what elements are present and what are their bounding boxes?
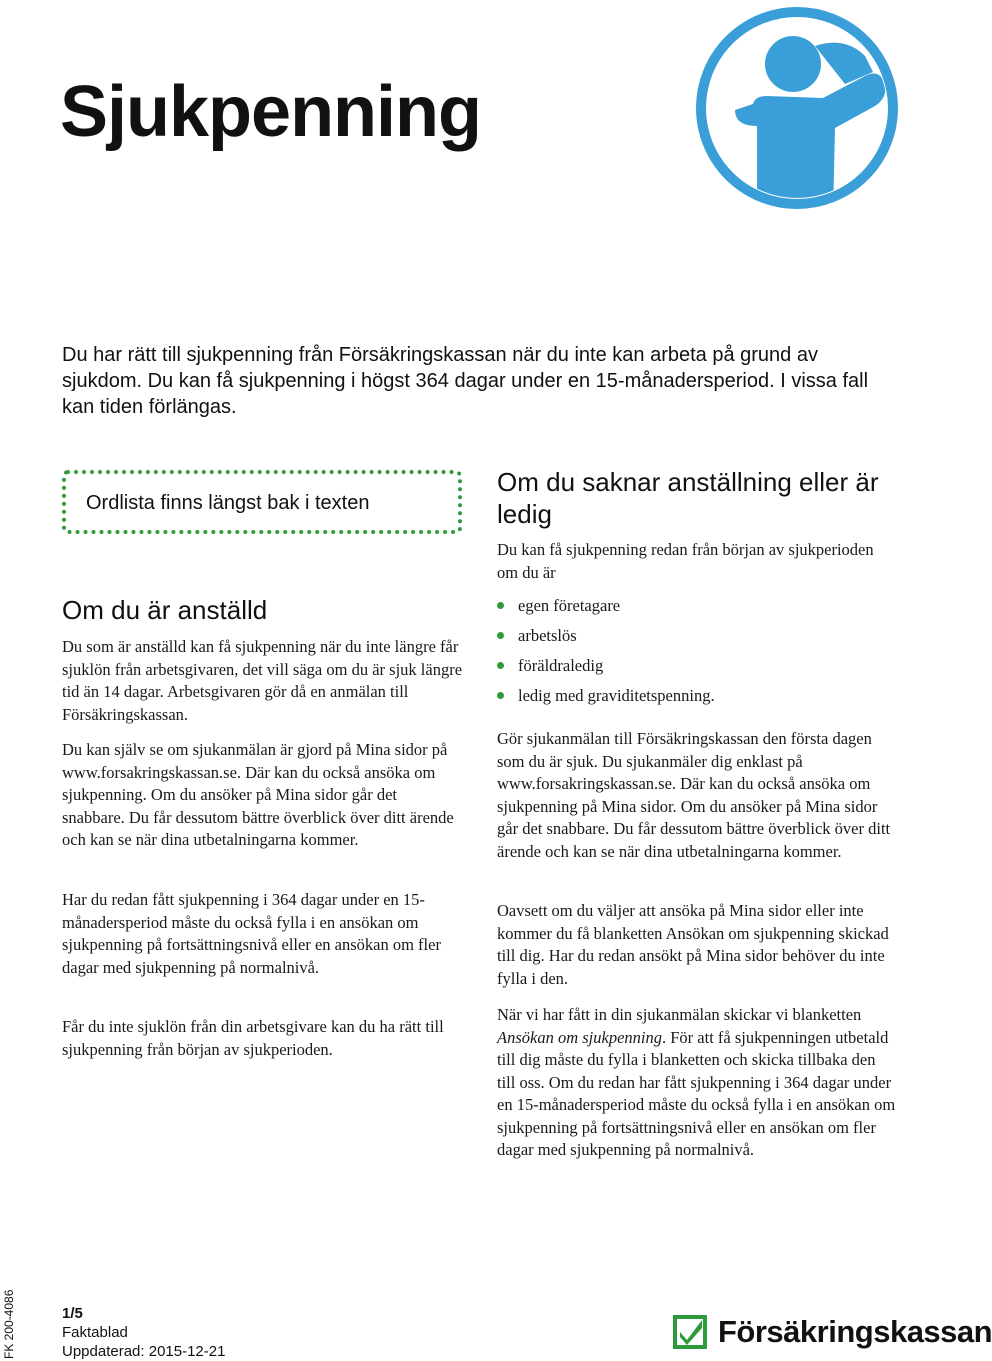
updated-date: Uppdaterad: 2015-12-21	[62, 1343, 226, 1360]
unemployed-paragraph-1: Du kan få sjukpenning redan från början av sjukperioden om du är	[497, 540, 874, 582]
list-item-text: arbetslös	[518, 626, 577, 645]
section-heading-unemployed: Om du saknar anställning eller är ledig	[497, 467, 879, 529]
employed-paragraph-2: Du kan själv se om sjukanmälan är gjord på Mina sidor på www.forsakringskassan.se. Där kan du också ansöka om sjukpenning. Om du ansöker på Mina sidor går det snabbare. Du får dessutom bättre överblick över ditt ärende och kan se när dina utbetalningarna kommer.	[62, 740, 454, 849]
bullet-dot-icon	[497, 692, 504, 699]
list-item-text: egen företagare	[518, 596, 621, 615]
employed-paragraph-4: Får du inte sjuklön från din arbetsgivare kan du ha rätt till sjukpenning från början av sjukperioden.	[62, 1017, 444, 1059]
unemployed-paragraph-4	[497, 1004, 897, 1162]
unemployed-paragraph-2: Gör sjukanmälan till Försäkringskassan den första dagen som du är sjuk. Du sjukanmäler dig enklast på www.forsakringskassan.se. Där kan du också ansöka om sjukpenning på Mina sidor. Om du ansöker på Mina sidor går det snabbare. Du får dessutom bättre överblick över ditt ärende och kan se när dina utbetalningarna kommer.	[497, 729, 891, 861]
list-item	[497, 621, 715, 651]
unemployed-paragraph-3: Oavsett om du väljer att ansöka på Mina sidor eller inte kommer du få blanketten Ansökan om sjukpenning skickad till dig. Har du redan ansökt på Mina sidor behöver du inte fylla i den.	[497, 901, 889, 988]
list-item	[497, 651, 715, 681]
sick-person-icon	[695, 6, 899, 210]
paragraph-text: . För att få sjukpenningen utbetald till dig måste du fylla i blanketten och skicka tillbaka den till oss. Om du redan har fått sjukpenning i 364 dagar under en 15-månadersperiod måste du också fylla i en ansökan om sjukpenning på fortsättningsnivå eller en ansökan om fler dagar med sjukpenning på normalnivå.	[497, 1027, 896, 1159]
form-code: FK 200-4086	[2, 1289, 16, 1359]
section-heading-employed: Om du är anställd	[62, 595, 268, 625]
forsakringskassan-logo-icon	[672, 1314, 708, 1350]
list-item	[497, 591, 715, 621]
bullet-dot-icon	[497, 632, 504, 639]
list-item-text: ledig med graviditetspenning.	[518, 686, 715, 705]
bullet-dot-icon	[497, 662, 504, 669]
glossary-note: Ordlista finns längst bak i texten	[86, 492, 370, 514]
eligibility-list	[497, 591, 715, 711]
paragraph-text: När vi har fått in din sjukanmälan skickar vi blanketten	[497, 1005, 862, 1024]
logo-wordmark: Försäkringskassan	[718, 1314, 992, 1349]
employed-paragraph-3: Har du redan fått sjukpenning i 364 dagar under en 15-månadersperiod måste du också fylla i en ansökan om sjukpenning på fortsättningsnivå eller en ansökan om fler dagar med sjukpenning på normalnivå.	[62, 890, 441, 977]
employed-paragraph-1: Du som är anställd kan få sjukpenning när du inte längre får sjuklön från arbetsgivaren, det vill säga om du är sjuk längre tid än 14 dagar. Arbetsgivaren gör då en anmälan till Försäkringskassan.	[62, 637, 463, 724]
list-item-text: föräldraledig	[518, 656, 604, 675]
page-number: 1/5	[62, 1305, 83, 1322]
form-name: Ansökan om sjukpenning	[497, 1027, 662, 1047]
page-title: Sjukpenning	[60, 72, 481, 152]
document-type: Faktablad	[62, 1324, 128, 1341]
footer-meta	[62, 1304, 225, 1361]
list-item	[497, 681, 715, 711]
bullet-dot-icon	[497, 602, 504, 609]
intro-text: Du har rätt till sjukpenning från Försäkringskassan när du inte kan arbeta på grund av sjukdom. Du kan få sjukpenning i högst 364 dagar under en 15-månadersperiod. I vissa fall kan tiden förlängas.	[62, 344, 869, 418]
